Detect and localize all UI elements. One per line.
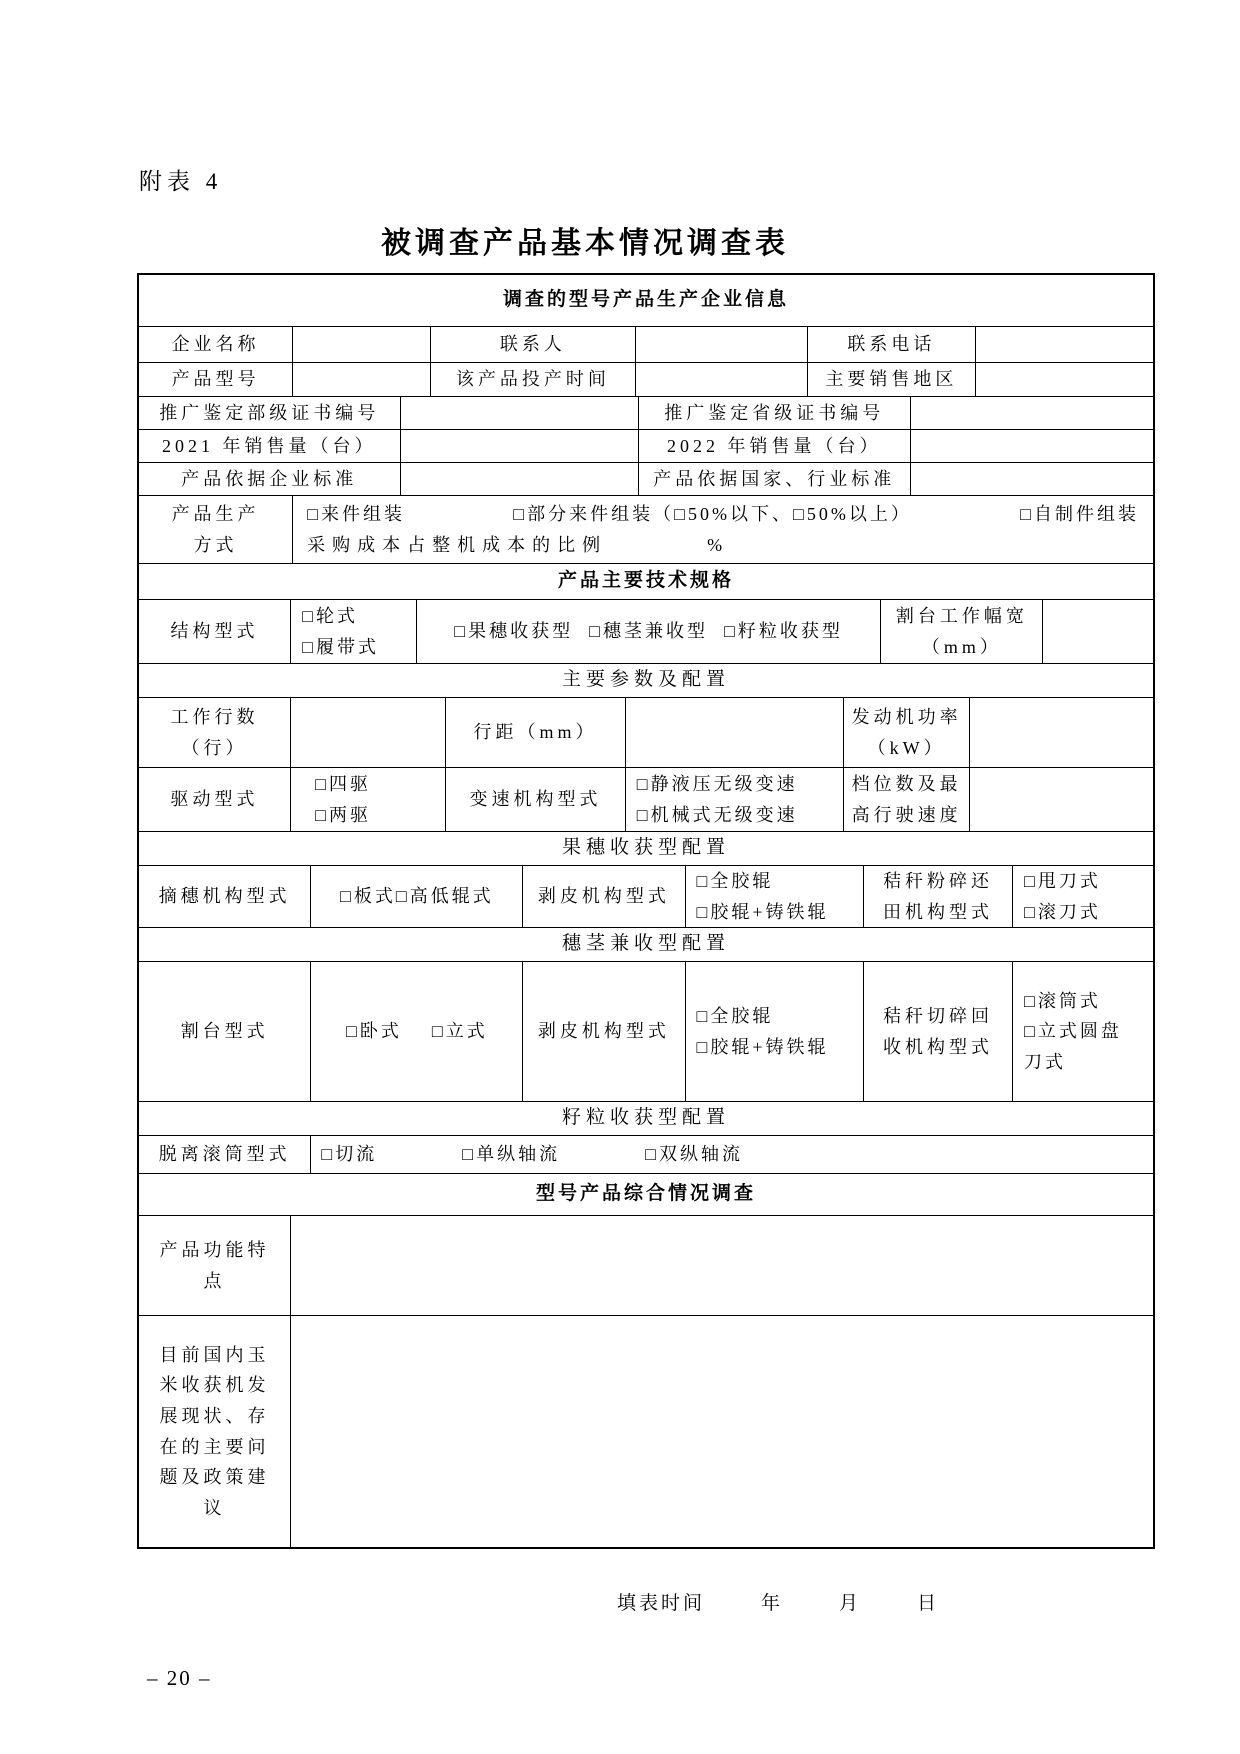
- fill-time-day: 日: [917, 1593, 940, 1614]
- sales-2021-label: 2021 年销售量（台）: [139, 430, 401, 462]
- sales-region-value-cell: [976, 363, 1154, 396]
- header-working-width-value-cell: [1043, 600, 1153, 663]
- row-spacing-value-cell: [626, 698, 844, 767]
- fill-time-line: [617, 1588, 939, 1615]
- survey-table: [137, 273, 1155, 1549]
- checkbox-option-ear-stem-harvest: □穗茎兼收型: [589, 621, 708, 642]
- straw-recycle-label: 秸秆切碎回 收机构型式: [864, 962, 1013, 1101]
- production-options-line: [307, 499, 1139, 530]
- checkbox-option-tangential-flow: □切流: [321, 1144, 378, 1165]
- row-drive-type: [139, 768, 1153, 832]
- row-model: [139, 363, 1153, 397]
- straw-recycle-options: □滚筒式 □立式圆盘 刀式: [1024, 990, 1122, 1072]
- peeling-mechanism-label: 剥皮机构型式: [523, 866, 685, 927]
- section-tech-spec-header: 产品主要技术规格: [557, 570, 734, 592]
- peeling-options-2: [686, 962, 864, 1101]
- checkbox-option-4wd: □四驱: [315, 773, 371, 794]
- working-rows-label: 工作行数 （行）: [139, 698, 291, 767]
- sales-region-label: 主要销售地区: [808, 363, 975, 396]
- section-enterprise-info: [139, 275, 1153, 327]
- picking-mechanism-label: 摘穗机构型式: [139, 866, 311, 927]
- gear-speed-label: 档位数及最 高行驶速度: [844, 768, 971, 831]
- section-main-params-header: 主要参数及配置: [561, 669, 730, 691]
- page-title: 被调查产品基本情况调查表: [381, 227, 789, 260]
- industry-status-value-cell: [291, 1316, 1153, 1547]
- checkbox-option-mechanical-cvt: □机械式无级变速: [636, 804, 798, 825]
- header-type-options: [311, 962, 523, 1101]
- product-features-value-cell: [291, 1216, 1153, 1315]
- row-standards: [139, 463, 1153, 496]
- drive-type-label: 驱动型式: [139, 768, 291, 831]
- section-enterprise-info-header: 调查的型号产品生产企业信息: [502, 289, 789, 311]
- drive-options: [291, 768, 446, 831]
- row-production-mode: [139, 496, 1153, 564]
- checkbox-option-track: □履带式: [302, 636, 379, 657]
- picking-options: □板式□高低辊式: [311, 866, 523, 927]
- enterprise-standard-label: 产品依据企业标准: [139, 463, 401, 495]
- row-certificates: [139, 397, 1153, 430]
- transmission-type-label: 变速机构型式: [446, 768, 625, 831]
- row-sales-volume: [139, 430, 1153, 463]
- straw-crushing-options: [1013, 866, 1153, 927]
- fill-time-label: 填表时间: [617, 1593, 706, 1614]
- header-type-label: 割台型式: [139, 962, 311, 1101]
- engine-power-label: 发动机功率 （kW）: [844, 698, 971, 767]
- checkbox-option-hydrostatic-cvt: □静液压无级变速: [636, 773, 798, 794]
- peeling-mechanism-label-2: 剥皮机构型式: [523, 962, 685, 1101]
- row-spacing-label: 行距（mm）: [446, 698, 625, 767]
- section-grain-harvest-header: 籽粒收获型配置: [561, 1107, 730, 1129]
- checkbox-option-partial-assembly: □部分来件组装（□50%以下、□50%以上）: [513, 503, 912, 524]
- row-header-type: [139, 962, 1153, 1102]
- page-number: – 20 –: [147, 1666, 212, 1690]
- purchase-cost-label: 采购成本占整机成本的比例: [307, 534, 608, 555]
- checkbox-option-rubber-cast-iron-roller-2: □胶辊+铸铁辊: [696, 1036, 829, 1057]
- threshing-options: [311, 1136, 1153, 1173]
- product-model-label: 产品型号: [139, 363, 293, 396]
- product-features-label: 产品功能特 点: [139, 1216, 291, 1315]
- engine-power-value-cell: [970, 698, 1153, 767]
- checkbox-option-single-axial-flow: □单纵轴流: [462, 1144, 561, 1165]
- transmission-options: [626, 768, 844, 831]
- enterprise-standard-value-cell: [401, 463, 639, 495]
- national-standard-label: 产品依据国家、行业标准: [639, 463, 911, 495]
- national-standard-value-cell: [911, 463, 1153, 495]
- section-main-params: [139, 664, 1153, 698]
- section-ear-harvest-header: 果穗收获型配置: [561, 837, 730, 859]
- header-working-width-label: 割台工作幅宽 （mm）: [881, 600, 1043, 663]
- percent-sign: %: [707, 534, 724, 555]
- section-ear-stem-harvest-header: 穗茎兼收型配置: [561, 933, 730, 955]
- industry-status-label: 目前国内玉 米收获机发 展现状、存 在的主要问 题及政策建 议: [139, 1316, 291, 1547]
- threshing-drum-label: 脱离滚筒型式: [139, 1136, 311, 1173]
- section-ear-stem-harvest: [139, 928, 1153, 962]
- row-picking-mechanism: [139, 866, 1153, 928]
- row-threshing-drum: [139, 1136, 1153, 1174]
- phone-value-cell: [976, 327, 1154, 362]
- fill-time-month: 月: [839, 1593, 862, 1614]
- launch-time-label: 该产品投产时间: [431, 363, 636, 396]
- section-ear-harvest: [139, 832, 1153, 866]
- checkbox-option-all-rubber-roller-2: □全胶辊: [696, 1005, 774, 1026]
- company-name-value-cell: [293, 327, 431, 362]
- province-cert-value-cell: [911, 397, 1153, 429]
- row-industry-status: [139, 1316, 1153, 1547]
- production-mode-label: 产品生产 方式: [139, 496, 293, 563]
- sales-2021-value-cell: [401, 430, 639, 462]
- peeling-options: [686, 866, 864, 927]
- straw-crushing-label: 秸秆粉碎还 田机构型式: [864, 866, 1013, 927]
- checkbox-option-ear-harvest: □果穗收获型: [454, 621, 574, 642]
- sales-2022-label: 2022 年销售量（台）: [639, 430, 911, 462]
- row-company: [139, 327, 1153, 363]
- checkbox-option-vertical: □立式: [431, 1021, 488, 1042]
- row-product-features: [139, 1216, 1153, 1316]
- harvest-type-options: [417, 600, 881, 663]
- contact-label: 联系人: [431, 327, 636, 362]
- fill-time-year: 年: [761, 1593, 784, 1614]
- appendix-label: 附表 4: [139, 169, 223, 194]
- checkbox-option-double-axial-flow: □双纵轴流: [645, 1144, 743, 1165]
- checkbox-option-roller-knife: □滚刀式: [1024, 901, 1101, 922]
- row-structure-type: [139, 600, 1153, 664]
- launch-time-value-cell: [636, 363, 808, 396]
- working-rows-value-cell: [291, 698, 446, 767]
- product-model-value-cell: [293, 363, 431, 396]
- checkbox-option-flail-knife: □甩刀式: [1024, 870, 1101, 891]
- sales-2022-value-cell: [911, 430, 1153, 462]
- province-cert-label: 推广鉴定省级证书编号: [639, 397, 911, 429]
- section-comprehensive: [139, 1174, 1153, 1216]
- checkbox-option-grain-harvest: □籽粒收获型: [723, 621, 843, 642]
- ministry-cert-value-cell: [401, 397, 639, 429]
- section-comprehensive-header: 型号产品综合情况调查: [535, 1183, 756, 1205]
- row-working-rows: [139, 698, 1153, 768]
- gear-speed-value-cell: [970, 768, 1153, 831]
- company-name-label: 企业名称: [139, 327, 293, 362]
- checkbox-option-horizontal: □卧式: [345, 1021, 402, 1042]
- checkbox-option-2wd: □两驱: [315, 804, 371, 825]
- section-tech-spec: [139, 564, 1153, 600]
- checkbox-option-self-made-assembly: □自制件组装: [1020, 503, 1139, 524]
- checkbox-option-rubber-cast-iron-roller: □胶辊+铸铁辊: [696, 901, 829, 922]
- phone-label: 联系电话: [808, 327, 975, 362]
- structure-chassis-options: [291, 600, 417, 663]
- checkbox-option-wheel: □轮式: [302, 605, 358, 626]
- contact-value-cell: [636, 327, 808, 362]
- ministry-cert-label: 推广鉴定部级证书编号: [139, 397, 401, 429]
- production-mode-options: [293, 496, 1153, 563]
- checkbox-option-incoming-assembly: □来件组装: [307, 503, 405, 524]
- section-grain-harvest: [139, 1102, 1153, 1136]
- structure-type-label: 结构型式: [139, 600, 291, 663]
- checkbox-option-all-rubber-roller: □全胶辊: [696, 870, 774, 891]
- purchase-cost-line: [307, 530, 1139, 561]
